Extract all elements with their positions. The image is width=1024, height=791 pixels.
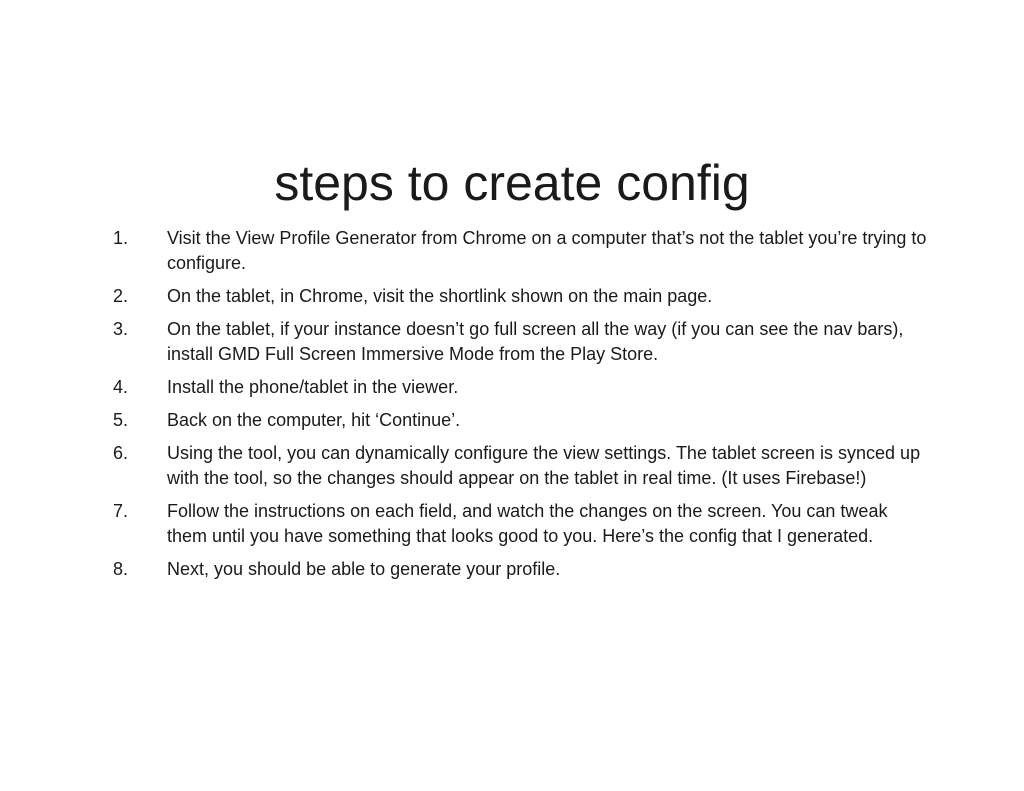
list-item <box>113 375 933 400</box>
list-item <box>113 499 933 549</box>
step-number: 7. <box>113 501 129 521</box>
step-number: 3. <box>113 319 129 339</box>
step-number: 8. <box>113 559 129 579</box>
step-text: Back on the computer, hit ‘Continue’. <box>167 410 461 430</box>
list-item <box>113 317 933 367</box>
steps-list <box>113 226 933 590</box>
step-text: On the tablet, in Chrome, visit the shortlink shown on the main page. <box>167 286 713 306</box>
list-item <box>113 408 933 433</box>
step-number: 4. <box>113 377 129 397</box>
step-text: Next, you should be able to generate your profile. <box>167 559 561 579</box>
step-number: 1. <box>113 228 129 248</box>
list-item <box>113 441 933 491</box>
slide-title: steps to create config <box>274 155 750 211</box>
list-item <box>113 284 933 309</box>
step-text: Follow the instructions on each field, and watch the changes on the screen. You can tweak them until you have something that looks good to you. Here’s the config that I generated. <box>167 501 888 546</box>
list-item <box>113 226 933 276</box>
step-number: 2. <box>113 286 129 306</box>
step-number: 6. <box>113 443 129 463</box>
step-number: 5. <box>113 410 129 430</box>
step-text: On the tablet, if your instance doesn’t go full screen all the way (if you can see the nav bars), install GMD Full Screen Immersive Mode from the Play Store. <box>167 319 904 364</box>
list-item <box>113 557 933 582</box>
step-text: Visit the View Profile Generator from Chrome on a computer that’s not the tablet you’re trying to configure. <box>167 228 927 273</box>
step-text: Using the tool, you can dynamically configure the view settings. The tablet screen is synced up with the tool, so the changes should appear on the tablet in real time. (It uses Firebase!) <box>167 443 921 488</box>
step-text: Install the phone/tablet in the viewer. <box>167 377 459 397</box>
